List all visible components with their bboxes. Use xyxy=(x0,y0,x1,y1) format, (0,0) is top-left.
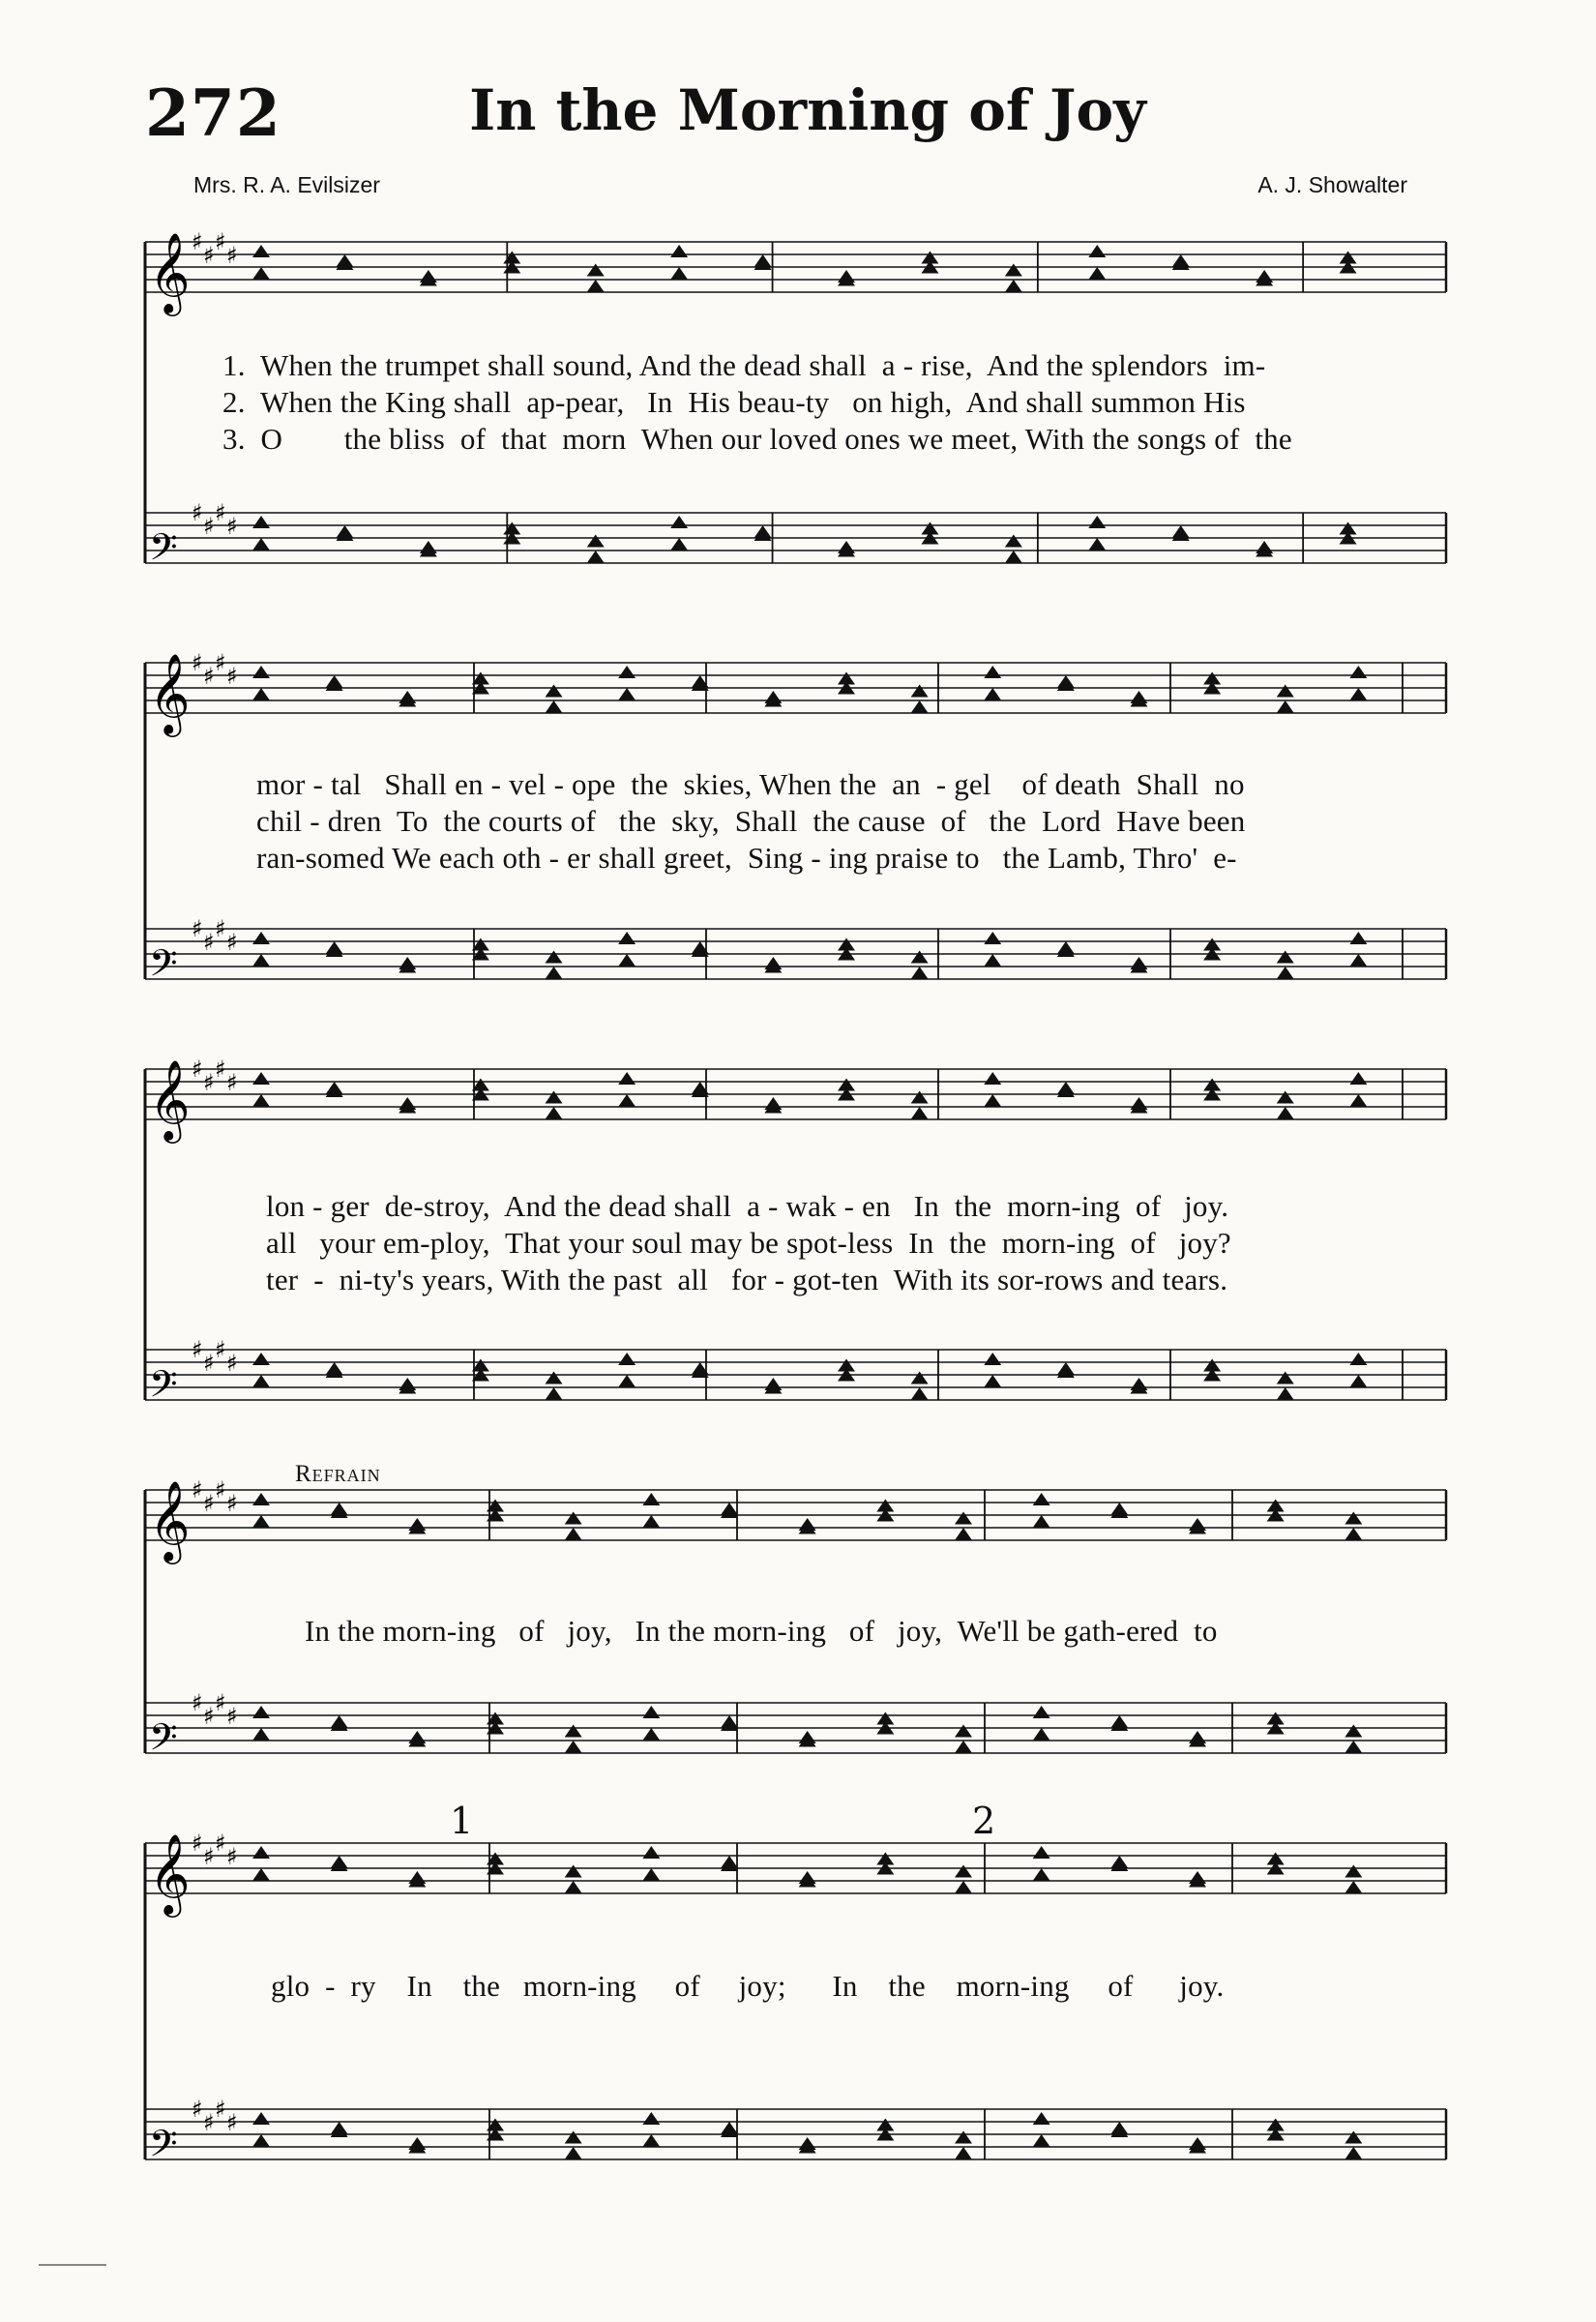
music-system-1 xyxy=(135,213,1461,590)
shape-note xyxy=(546,685,563,698)
shape-note xyxy=(1277,1091,1294,1104)
lyric-verse-2: chil - dren To the courts of the sky, Shall the cause of the Lord Have been xyxy=(256,804,1246,838)
shape-note xyxy=(1110,1856,1128,1868)
svg-text:♯: ♯ xyxy=(226,242,238,269)
svg-text:𝄢: 𝄢 xyxy=(149,2122,178,2174)
lyric-verse-1: lon - ger de-stroy, And the dead shall a - wak - en In the morn-ing of joy. xyxy=(266,1189,1229,1223)
svg-text:♯: ♯ xyxy=(203,242,215,269)
lyric-verse-3: 3. O the bliss of that morn When our loved ones we meet, With the songs of the xyxy=(222,422,1292,456)
shape-note xyxy=(326,941,343,954)
shape-note xyxy=(546,967,563,979)
lyric-verse-2: 2. When the King shall ap-pear, In His beau-ty on high, And shall summon His xyxy=(222,385,1246,419)
lyric-verse-3: ran-somed We each oth - er shall greet, Sing - ing praise to the Lamb, Thro' e- xyxy=(256,841,1237,875)
svg-text:♯: ♯ xyxy=(192,1476,203,1503)
shape-note xyxy=(565,1528,582,1540)
shape-note xyxy=(642,1868,660,1881)
svg-text:♯: ♯ xyxy=(203,513,215,540)
shape-note xyxy=(252,1493,270,1505)
shape-note xyxy=(587,264,605,277)
shape-note xyxy=(955,1725,972,1738)
shape-note xyxy=(1349,1072,1367,1085)
svg-text:♯: ♯ xyxy=(192,499,203,526)
lyric-verse-3: ter - ni-ty's years, With the past all for - got-ten With its sor-rows and tears. xyxy=(266,1263,1228,1296)
shape-note xyxy=(546,700,563,713)
shape-note xyxy=(546,951,563,964)
shape-note xyxy=(252,538,270,551)
svg-text:𝄞: 𝄞 xyxy=(149,1479,191,1561)
svg-text:♯: ♯ xyxy=(192,2096,203,2123)
shape-note xyxy=(721,1856,738,1868)
shape-note xyxy=(565,1741,582,1753)
shape-note xyxy=(984,1353,1001,1365)
shape-note xyxy=(911,1091,929,1104)
shape-note xyxy=(618,688,635,700)
svg-text:♯: ♯ xyxy=(192,1830,203,1857)
shape-note xyxy=(721,1715,738,1728)
svg-text:♯: ♯ xyxy=(192,1336,203,1363)
shape-note xyxy=(252,1094,270,1107)
shape-note xyxy=(331,2122,348,2134)
shape-note xyxy=(546,1091,563,1104)
shape-note xyxy=(670,245,688,257)
svg-text:♯: ♯ xyxy=(203,2109,215,2136)
shape-note xyxy=(1172,254,1190,267)
shape-note xyxy=(1277,967,1294,979)
shape-note xyxy=(1057,1362,1075,1375)
hymn-number: 272 xyxy=(145,75,281,151)
shape-note xyxy=(326,1362,343,1375)
shape-note xyxy=(911,1107,929,1119)
shape-note xyxy=(642,2112,660,2125)
shape-note xyxy=(252,1072,270,1085)
svg-text:♯: ♯ xyxy=(226,1843,238,1870)
shape-note xyxy=(754,525,772,538)
shape-note xyxy=(1345,2131,1362,2144)
shape-note xyxy=(1033,1706,1050,1718)
shape-note xyxy=(1277,685,1294,698)
shape-note xyxy=(984,954,1001,967)
shape-note xyxy=(1345,1725,1362,1738)
shape-note xyxy=(1349,666,1367,678)
music-system-4 xyxy=(135,1461,1461,1780)
shape-note xyxy=(252,516,270,528)
shape-note xyxy=(1033,2134,1050,2147)
shape-note xyxy=(642,1515,660,1528)
svg-text:♯: ♯ xyxy=(192,228,203,255)
shape-note xyxy=(1345,1881,1362,1893)
shape-note xyxy=(911,1387,929,1400)
shape-note xyxy=(670,267,688,280)
shape-note xyxy=(1172,525,1190,538)
shape-note xyxy=(565,1881,582,1893)
composer-credit: A. J. Showalter xyxy=(1257,172,1407,197)
svg-text:𝄢: 𝄢 xyxy=(149,1362,178,1414)
svg-text:♯: ♯ xyxy=(226,1350,238,1377)
svg-text:♯: ♯ xyxy=(215,1476,226,1503)
svg-text:♯: ♯ xyxy=(215,499,226,526)
shape-note xyxy=(1349,954,1367,967)
shape-note xyxy=(252,954,270,967)
lyric-verse-1: mor - tal Shall en - vel - ope the skies, When the an - gel of death Shall no xyxy=(256,767,1245,801)
shape-note xyxy=(984,666,1001,678)
shape-note xyxy=(1110,1715,1128,1728)
svg-text:♯: ♯ xyxy=(226,1069,238,1096)
shape-note xyxy=(984,1375,1001,1387)
shape-note xyxy=(252,1706,270,1718)
svg-text:𝄢: 𝄢 xyxy=(149,525,178,578)
shape-note xyxy=(911,700,929,713)
shape-note xyxy=(336,525,353,538)
shape-note xyxy=(1088,538,1106,551)
shape-note xyxy=(1277,951,1294,964)
shape-note xyxy=(618,954,635,967)
shape-note xyxy=(1005,280,1022,292)
shape-note xyxy=(1088,267,1106,280)
shape-note xyxy=(546,1372,563,1384)
shape-note xyxy=(955,1512,972,1525)
shape-note xyxy=(1057,675,1075,688)
svg-text:𝄞: 𝄞 xyxy=(149,231,191,313)
shape-note xyxy=(618,1353,635,1365)
shape-note xyxy=(642,1493,660,1505)
page-mark xyxy=(39,2264,106,2266)
shape-note xyxy=(1110,1503,1128,1515)
shape-note xyxy=(1345,1865,1362,1878)
svg-text:𝄢: 𝄢 xyxy=(149,1715,178,1768)
shape-note xyxy=(1057,941,1075,954)
svg-text:♯: ♯ xyxy=(192,1056,203,1083)
shape-note xyxy=(618,1072,635,1085)
svg-text:♯: ♯ xyxy=(226,1703,238,1730)
shape-note xyxy=(252,1728,270,1741)
shape-note xyxy=(911,951,929,964)
shape-note xyxy=(336,254,353,267)
shape-note xyxy=(252,1868,270,1881)
shape-note xyxy=(721,2122,738,2134)
shape-note xyxy=(955,1865,972,1878)
lyric-verse-1: 1. When the trumpet shall sound, And the dead shall a - rise, And the splendors im- xyxy=(222,348,1266,382)
shape-note xyxy=(587,551,605,563)
shape-note xyxy=(1349,1353,1367,1365)
lyric-refrain: In the morn-ing of joy, In the morn-ing of joy, We'll be gath-ered to xyxy=(305,1614,1218,1648)
shape-note xyxy=(252,1515,270,1528)
shape-note xyxy=(252,2134,270,2147)
shape-note xyxy=(331,1856,348,1868)
shape-note xyxy=(955,1528,972,1540)
shape-note xyxy=(252,2112,270,2125)
shape-note xyxy=(984,1094,1001,1107)
shape-note xyxy=(252,932,270,944)
shape-note xyxy=(618,666,635,678)
shape-note xyxy=(670,538,688,551)
shape-note xyxy=(1345,1512,1362,1525)
svg-text:♯: ♯ xyxy=(226,663,238,690)
shape-note xyxy=(1349,1375,1367,1387)
shape-note xyxy=(1005,264,1022,277)
shape-note xyxy=(252,1353,270,1365)
shape-note xyxy=(331,1715,348,1728)
shape-note xyxy=(1345,1528,1362,1540)
svg-text:♯: ♯ xyxy=(203,663,215,690)
svg-text:♯: ♯ xyxy=(203,1703,215,1730)
shape-note xyxy=(642,1728,660,1741)
music-system-5 xyxy=(135,1800,1461,2206)
svg-text:♯: ♯ xyxy=(226,1490,238,1517)
shape-note xyxy=(1277,1387,1294,1400)
shape-note xyxy=(984,1072,1001,1085)
shape-note xyxy=(252,245,270,257)
shape-note xyxy=(984,688,1001,700)
music-system-2 xyxy=(135,643,1461,1021)
svg-text:𝄞: 𝄞 xyxy=(149,1058,191,1140)
svg-text:♯: ♯ xyxy=(215,228,226,255)
svg-text:♯: ♯ xyxy=(192,915,203,942)
shape-note xyxy=(1005,535,1022,548)
shape-note xyxy=(326,1082,343,1094)
lyric-verse-2: all your em-ploy, That your soul may be spot-less In the morn-ing of joy? xyxy=(266,1226,1231,1260)
shape-note xyxy=(565,2147,582,2159)
shape-note xyxy=(1277,1107,1294,1119)
shape-note xyxy=(252,267,270,280)
shape-note xyxy=(326,675,343,688)
shape-note xyxy=(1349,932,1367,944)
shape-note xyxy=(1033,2112,1050,2125)
shape-note xyxy=(984,932,1001,944)
svg-text:♯: ♯ xyxy=(192,649,203,676)
svg-text:♯: ♯ xyxy=(215,1830,226,1857)
svg-text:♯: ♯ xyxy=(203,1350,215,1377)
svg-text:♯: ♯ xyxy=(215,1336,226,1363)
shape-note xyxy=(546,1387,563,1400)
shape-note xyxy=(1033,1493,1050,1505)
shape-note xyxy=(642,2134,660,2147)
shape-note xyxy=(618,1094,635,1107)
shape-note xyxy=(618,932,635,944)
svg-text:♯: ♯ xyxy=(215,915,226,942)
shape-note xyxy=(618,1375,635,1387)
shape-note xyxy=(955,2131,972,2144)
shape-note xyxy=(721,1503,738,1515)
svg-text:♯: ♯ xyxy=(226,513,238,540)
second-ending-number: 2 xyxy=(972,1800,996,1842)
shape-note xyxy=(565,1865,582,1878)
shape-note xyxy=(1057,1082,1075,1094)
shape-note xyxy=(1033,1515,1050,1528)
shape-note xyxy=(1005,551,1022,563)
svg-text:♯: ♯ xyxy=(215,2096,226,2123)
shape-note xyxy=(587,535,605,548)
svg-text:♯: ♯ xyxy=(226,2109,238,2136)
music-system-3 xyxy=(135,1050,1461,1451)
shape-note xyxy=(1349,1094,1367,1107)
shape-note xyxy=(252,1846,270,1859)
shape-note xyxy=(1345,1741,1362,1753)
shape-note xyxy=(252,666,270,678)
lyricist-credit: Mrs. R. A. Evilsizer xyxy=(193,172,380,197)
shape-note xyxy=(642,1846,660,1859)
shape-note xyxy=(1033,1728,1050,1741)
shape-note xyxy=(565,1512,582,1525)
svg-text:♯: ♯ xyxy=(215,649,226,676)
shape-note xyxy=(642,1706,660,1718)
shape-note xyxy=(1277,700,1294,713)
shape-note xyxy=(1088,516,1106,528)
shape-note xyxy=(1277,1372,1294,1384)
shape-note xyxy=(1349,688,1367,700)
svg-text:♯: ♯ xyxy=(215,1056,226,1083)
shape-note xyxy=(955,1741,972,1753)
shape-note xyxy=(955,1881,972,1893)
lyric-ending: glo - ry In the morn-ing of joy; In the morn-ing of joy. xyxy=(271,1969,1225,2003)
shape-note xyxy=(754,254,772,267)
shape-note xyxy=(1033,1868,1050,1881)
hymn-title: In the Morning of Joy xyxy=(469,77,1146,143)
shape-note xyxy=(1345,2147,1362,2159)
shape-note xyxy=(331,1503,348,1515)
shape-note xyxy=(252,1375,270,1387)
svg-text:𝄞: 𝄞 xyxy=(149,652,191,733)
shape-note xyxy=(587,280,605,292)
shape-note xyxy=(911,1372,929,1384)
svg-text:𝄢: 𝄢 xyxy=(149,941,178,994)
svg-text:♯: ♯ xyxy=(226,929,238,956)
shape-note xyxy=(546,1107,563,1119)
shape-note xyxy=(1088,245,1106,257)
shape-note xyxy=(252,688,270,700)
shape-note xyxy=(955,2147,972,2159)
svg-text:♯: ♯ xyxy=(203,1843,215,1870)
shape-note xyxy=(670,516,688,528)
shape-note xyxy=(911,967,929,979)
svg-text:♯: ♯ xyxy=(192,1689,203,1716)
shape-note xyxy=(911,685,929,698)
shape-note xyxy=(565,1725,582,1738)
first-ending-number: 1 xyxy=(450,1800,474,1842)
svg-text:♯: ♯ xyxy=(215,1689,226,1716)
shape-note xyxy=(1033,1846,1050,1859)
svg-text:♯: ♯ xyxy=(203,1490,215,1517)
refrain-label: Refrain xyxy=(295,1461,381,1487)
shape-note xyxy=(565,2131,582,2144)
svg-text:♯: ♯ xyxy=(203,1069,215,1096)
shape-note xyxy=(1110,2122,1128,2134)
svg-text:♯: ♯ xyxy=(203,929,215,956)
svg-text:𝄞: 𝄞 xyxy=(149,1832,191,1914)
